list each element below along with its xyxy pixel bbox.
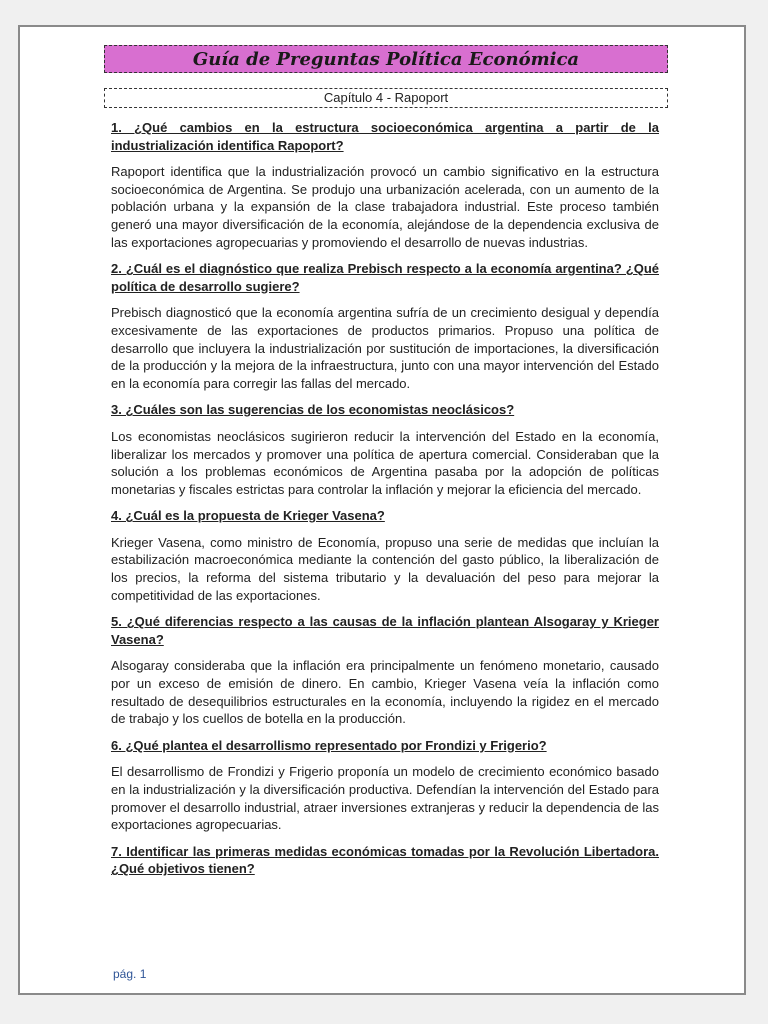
document-subtitle: Capítulo 4 - Rapoport bbox=[104, 88, 668, 108]
question-7: 7. Identificar las primeras medidas económicas tomadas por la Revolución Libertadora. ¿Qué objetivos tienen? bbox=[111, 843, 659, 877]
question-6: 6. ¿Qué plantea el desarrollismo representado por Frondizi y Frigerio? bbox=[111, 737, 547, 753]
document-title: Guía de Preguntas Política Económica bbox=[104, 45, 668, 73]
question-1: 1. ¿Qué cambios en la estructura socioeconómica argentina a partir de la industrialización identifica Rapoport? bbox=[111, 120, 659, 153]
question-3: 3. ¿Cuáles son las sugerencias de los economistas neoclásicos? bbox=[111, 402, 515, 418]
question-4: 4. ¿Cuál es la propuesta de Krieger Vasena? bbox=[111, 508, 385, 524]
answer-3: Los economistas neoclásicos sugirieron reducir la intervención del Estado en la economía, liberalizar los mercados y promover una política de apertura comercial. Consideraban que la solución a los problemas económicos de Argentina pasaba por la adopción de políticas monetarias y fiscales estrictas para controlar la inflación y mejorar la eficiencia del mercado. bbox=[111, 428, 659, 497]
answer-5: Alsogaray consideraba que la inflación era principalmente un fenómeno monetario, causado por un exceso de emisión de dinero. En cambio, Krieger Vasena veía la inflación como resultado de desequilibrios estructurales en la economía, incluyendo la rigidez en el mercado de trabajo y los cuellos de botella en la producción. bbox=[111, 658, 659, 727]
question-5: 5. ¿Qué diferencias respecto a las causas de la inflación plantean Alsogaray y Krieger Vasena? bbox=[111, 614, 659, 647]
page-number: pág. 1 bbox=[113, 967, 147, 981]
question-2: 2. ¿Cuál es el diagnóstico que realiza Prebisch respecto a la economía argentina? ¿Qué política de desarrollo sugiere? bbox=[111, 261, 659, 294]
answer-1: Rapoport identifica que la industrialización provocó un cambio significativo en la estructura socioeconómica de Argentina. Se produjo una urbanización acelerada, con un aumento de la población urbana y la expansión de la clase trabajadora industrial. Este proceso también generó una mayor diversificación de la economía, alejándose de la dependencia exclusiva de las exportaciones agropecuarias y promoviendo el desarrollo de nuevas industrias. bbox=[111, 164, 659, 250]
answer-6: El desarrollismo de Frondizi y Frigerio proponía un modelo de crecimiento económico basado en la industrialización y la diversificación productiva. Defendían la intervención del Estado para promover el desarrollo industrial, atraer inversiones extranjeras y reducir la dependencia de las exportaciones agropecuarias. bbox=[111, 764, 659, 833]
answer-4: Krieger Vasena, como ministro de Economía, propuso una serie de medidas que incluían la estabilización macroeconómica mediante la contención del gasto público, la liberalización de los precios, la reforma del sistema tributario y la devaluación del peso para mejorar la competitividad de las exportaciones. bbox=[111, 534, 659, 603]
answer-2: Prebisch diagnosticó que la economía argentina sufría de un crecimiento desigual y dependía excesivamente de las exportaciones de productos primarios. Propuso una política de desarrollo que incluyera la industrialización por sustitución de importaciones, la diversificación de la producción y la mejora de la infraestructura, junto con una mayor intervención del Estado en la economía para corregir las fallas del mercado. bbox=[111, 305, 659, 391]
document-page bbox=[18, 25, 746, 995]
document-body bbox=[111, 119, 659, 887]
